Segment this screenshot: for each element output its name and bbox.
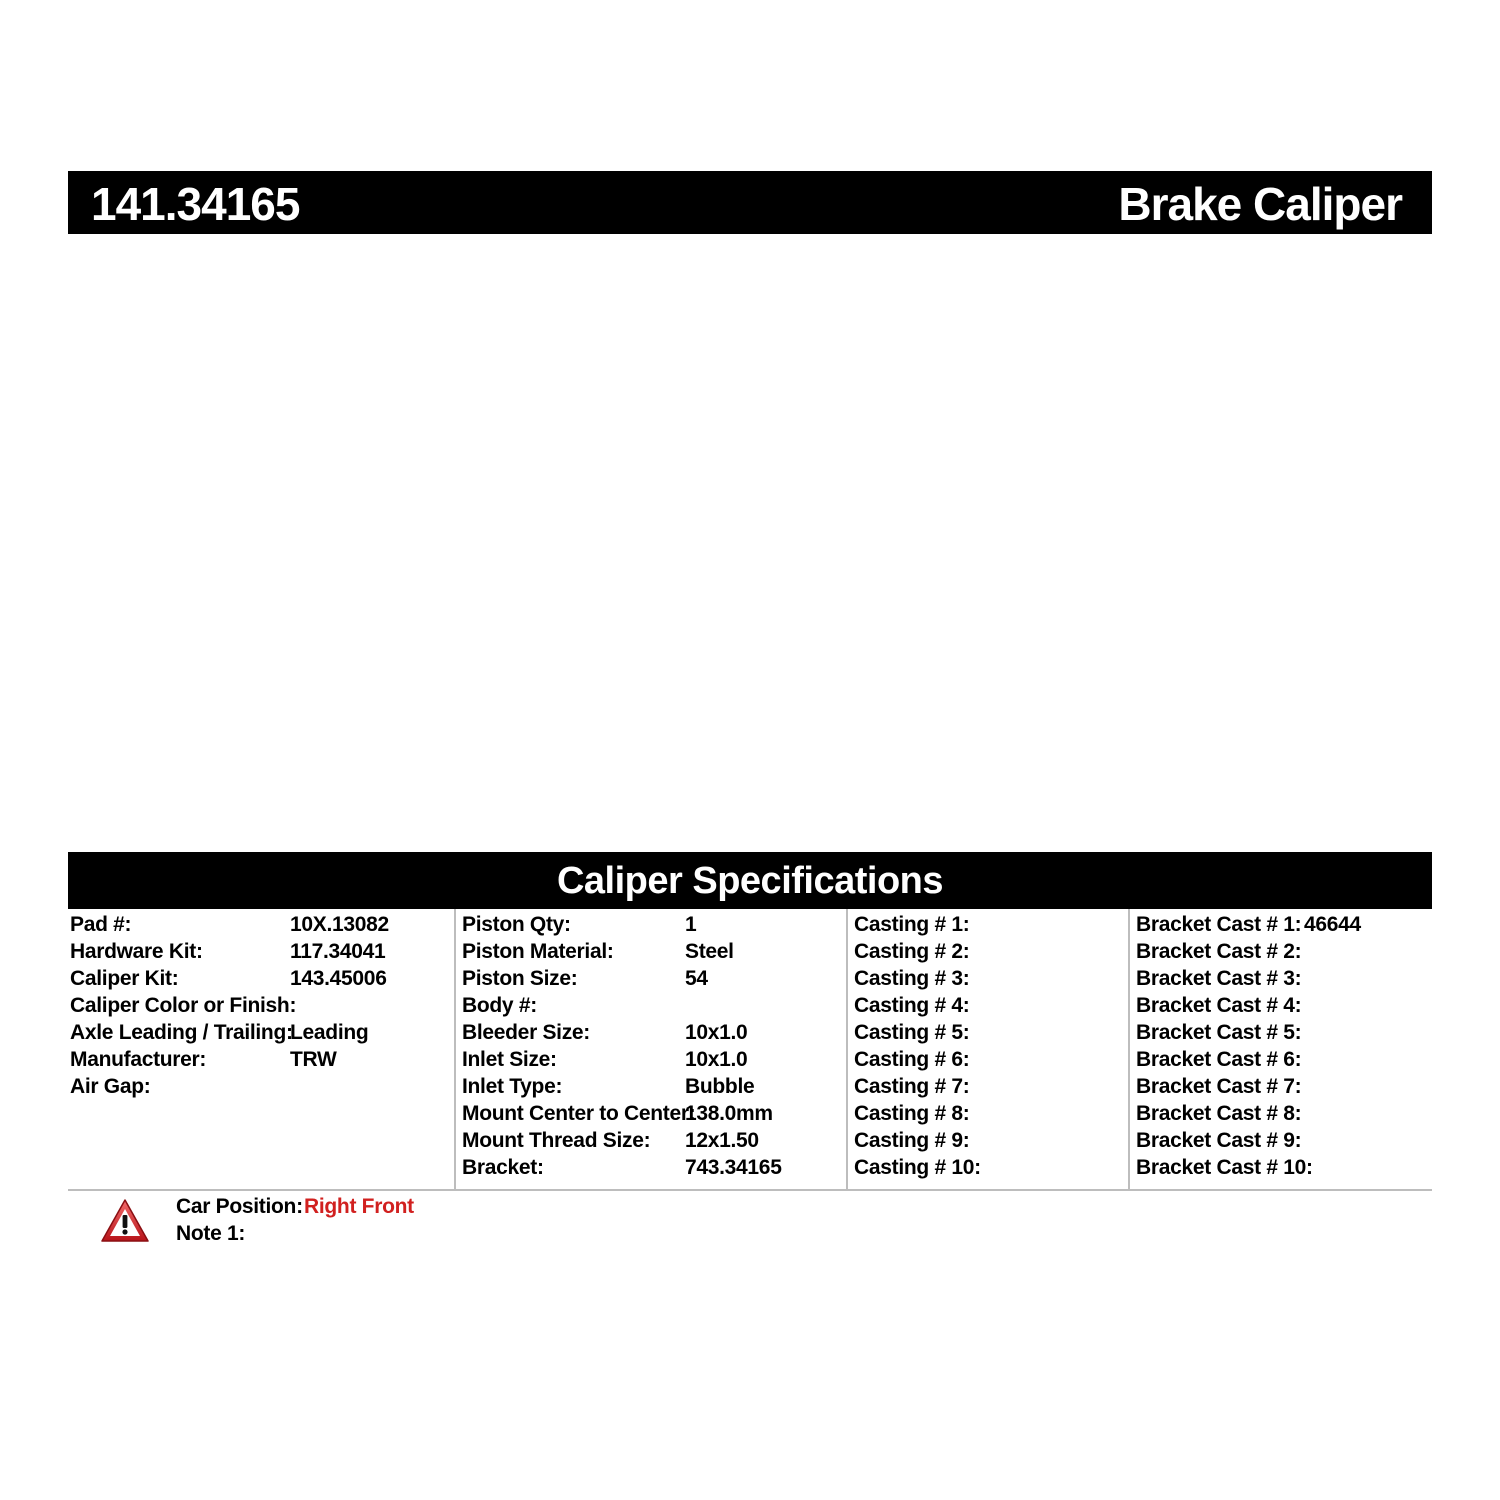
spec-row-general: [70, 1019, 456, 1046]
spec-row-piston: [462, 911, 854, 938]
spec-row-bracket-cast: [1136, 1154, 1438, 1181]
spec-row-casting: [854, 911, 1135, 938]
spec-label: Casting # 7:: [854, 1075, 970, 1098]
spec-label: Bracket Cast # 1:: [1136, 913, 1302, 936]
spec-row-piston: [462, 1154, 854, 1181]
spec-label: Bracket Cast # 2:: [1136, 940, 1302, 963]
spec-column-bracket-cast: [1128, 909, 1432, 1189]
car-position-row: [176, 1193, 414, 1220]
spec-row-casting: [854, 1154, 1135, 1181]
spec-value: 10x1.0: [685, 1048, 748, 1071]
title-bar: [68, 171, 1432, 234]
spec-value: 743.34165: [685, 1156, 782, 1179]
spec-label: Inlet Type:: [462, 1075, 563, 1098]
spec-row-general: [70, 1073, 456, 1100]
spec-row-general: [70, 911, 456, 938]
spec-row-casting: [854, 1073, 1135, 1100]
spec-label: Hardware Kit:: [70, 940, 203, 963]
spec-row-casting: [854, 1046, 1135, 1073]
spec-label: Piston Qty:: [462, 913, 571, 936]
spec-row-general: [70, 938, 456, 965]
spec-row-bracket-cast: [1136, 1100, 1438, 1127]
spec-label: Caliper Color or Finish:: [70, 994, 297, 1017]
spec-row-piston: [462, 1019, 854, 1046]
spec-value: 1: [685, 913, 697, 936]
spec-label: Casting # 3:: [854, 967, 970, 990]
spec-value: 143.45006: [290, 967, 387, 990]
spec-column-general: [68, 909, 454, 1189]
spec-label: Piston Size:: [462, 967, 578, 990]
spec-column-casting: [846, 909, 1129, 1189]
spec-label: Bracket Cast # 3:: [1136, 967, 1302, 990]
spec-row-piston: [462, 965, 854, 992]
spec-label: Bracket Cast # 8:: [1136, 1102, 1302, 1125]
part-number: 141.34165: [91, 178, 300, 230]
spec-row-piston: [462, 1127, 854, 1154]
spec-row-general: [70, 1046, 456, 1073]
spec-value: 10x1.0: [685, 1021, 748, 1044]
spec-row-casting: [854, 1127, 1135, 1154]
spec-label: Pad #:: [70, 913, 132, 936]
spec-label: Caliper Kit:: [70, 967, 179, 990]
note-1-label: Note 1:: [176, 1222, 246, 1245]
spec-value: Leading: [290, 1021, 369, 1044]
car-position-label: Car Position:: [176, 1195, 303, 1218]
spec-value: 138.0mm: [685, 1102, 773, 1125]
spec-row-bracket-cast: [1136, 1127, 1438, 1154]
spec-value: Steel: [685, 940, 734, 963]
spec-label: Body #:: [462, 994, 537, 1017]
spec-label: Mount Center to Center:: [462, 1102, 696, 1125]
spec-row-bracket-cast: [1136, 938, 1438, 965]
spec-label: Bracket:: [462, 1156, 544, 1179]
spec-label: Bracket Cast # 5:: [1136, 1021, 1302, 1044]
spec-row-casting: [854, 992, 1135, 1019]
spec-label: Casting # 9:: [854, 1129, 970, 1152]
spec-label: Bleeder Size:: [462, 1021, 590, 1044]
spec-row-bracket-cast: [1136, 911, 1438, 938]
spec-value: Bubble: [685, 1075, 755, 1098]
spec-row-piston: [462, 938, 854, 965]
spec-row-general: [70, 965, 456, 992]
spec-row-casting: [854, 965, 1135, 992]
spec-label: Casting # 5:: [854, 1021, 970, 1044]
spec-row-bracket-cast: [1136, 965, 1438, 992]
spec-label: Casting # 1:: [854, 913, 970, 936]
spec-row-bracket-cast: [1136, 1046, 1438, 1073]
spec-label: Bracket Cast # 9:: [1136, 1129, 1302, 1152]
spec-row-casting: [854, 1019, 1135, 1046]
position-block: [100, 1193, 700, 1263]
spec-row-piston: [462, 1073, 854, 1100]
spec-row-general: [70, 992, 456, 1019]
spec-label: Bracket Cast # 10:: [1136, 1156, 1313, 1179]
spec-table: [68, 909, 1432, 1191]
spec-row-bracket-cast: [1136, 1073, 1438, 1100]
spec-label: Casting # 2:: [854, 940, 970, 963]
spec-label: Axle Leading / Trailing:: [70, 1021, 293, 1044]
spec-value: 46644: [1304, 913, 1361, 936]
spec-label: Inlet Size:: [462, 1048, 557, 1071]
spec-label: Casting # 6:: [854, 1048, 970, 1071]
spec-row-bracket-cast: [1136, 1019, 1438, 1046]
note-1-row: [176, 1220, 245, 1247]
spec-value: 12x1.50: [685, 1129, 759, 1152]
spec-label: Mount Thread Size:: [462, 1129, 651, 1152]
spec-label: Casting # 8:: [854, 1102, 970, 1125]
spec-value: TRW: [290, 1048, 337, 1071]
spec-row-bracket-cast: [1136, 992, 1438, 1019]
spec-label: Bracket Cast # 4:: [1136, 994, 1302, 1017]
warning-triangle-icon: [100, 1198, 150, 1244]
spec-column-piston: [454, 909, 848, 1189]
spec-row-casting: [854, 938, 1135, 965]
spec-label: Bracket Cast # 6:: [1136, 1048, 1302, 1071]
spec-row-casting: [854, 1100, 1135, 1127]
car-position-value: Right Front: [304, 1195, 414, 1218]
spec-value: 117.34041: [290, 940, 386, 963]
spec-value: 10X.13082: [290, 913, 389, 936]
spec-value: 54: [685, 967, 708, 990]
spec-label: Casting # 10:: [854, 1156, 981, 1179]
spec-row-piston: [462, 1046, 854, 1073]
spec-section-title: Caliper Specifications: [68, 852, 1432, 909]
spec-label: Casting # 4:: [854, 994, 970, 1017]
spec-row-piston: [462, 992, 854, 1019]
spec-label: Piston Material:: [462, 940, 614, 963]
spec-label: Bracket Cast # 7:: [1136, 1075, 1302, 1098]
spec-label: Air Gap:: [70, 1075, 151, 1098]
spec-label: Manufacturer:: [70, 1048, 207, 1071]
spec-row-piston: [462, 1100, 854, 1127]
product-type: Brake Caliper: [1118, 178, 1402, 230]
